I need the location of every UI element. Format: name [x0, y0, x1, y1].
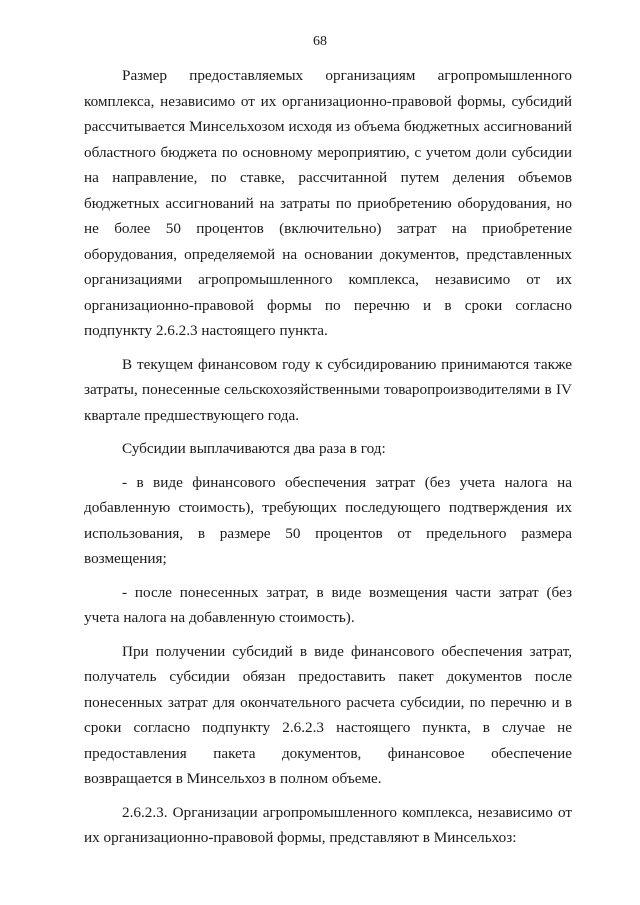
list-item-financial-support: - в виде финансового обеспечения затрат (без учета налога на добавленную стоимость), требующих последующего подтверждения их использования, в размере 50 процентов от предельного размера возмещения; — [84, 473, 572, 567]
document-body — [84, 63, 572, 859]
paragraph-subsidy-size: Размер предоставляемых организациям агропромышленного комплекса, независимо от их организационно-правовой формы, субсидий рассчитывается Минсельхозом исходя из объема бюджетных ассигнований областного бюджета по основному мероприятию, с учетом доли субсидии на направление, по ставке, рассчитанной путем деления объемов бюджетных ассигнований на затраты по приобретению оборудования, но не более 50 процентов (включительно) затрат на приобретение оборудования, определяемой на основании документов, представленных организациями агропромышленного комплекса, независимо от их организационно-правовой формы по перечню и в сроки согласно подпункту 2.6.2.3 настоящего пункта. — [84, 67, 572, 339]
list-item-reimbursement: - после понесенных затрат, в виде возмещения части затрат (без учета налога на добавленную стоимость). — [84, 583, 572, 626]
paragraph-current-year: В текущем финансовом году к субсидированию принимаются также затраты, понесенные сельскохозяйственными товаропроизводителями в IV квартале предшествующего года. — [84, 355, 572, 424]
paragraph-recipient-obligations: При получении субсидий в виде финансового обеспечения затрат, получатель субсидии обязан предоставить пакет документов после понесенных затрат для окончательного расчета субсидии, по перечню и в сроки согласно подпункту 2.6.2.3 настоящего пункта, в случае не предоставления пакета документов, финансовое обеспечение возвращается в Минсельхоз в полном объеме. — [84, 642, 572, 787]
page-number: 68 — [313, 34, 327, 49]
paragraph-section-2-6-2-3: 2.6.2.3. Организации агропромышленного комплекса, независимо от их организационно-правовой формы, представляют в Минсельхоз: — [84, 803, 572, 846]
paragraph-payment-schedule: Субсидии выплачиваются два раза в год: — [122, 440, 386, 457]
